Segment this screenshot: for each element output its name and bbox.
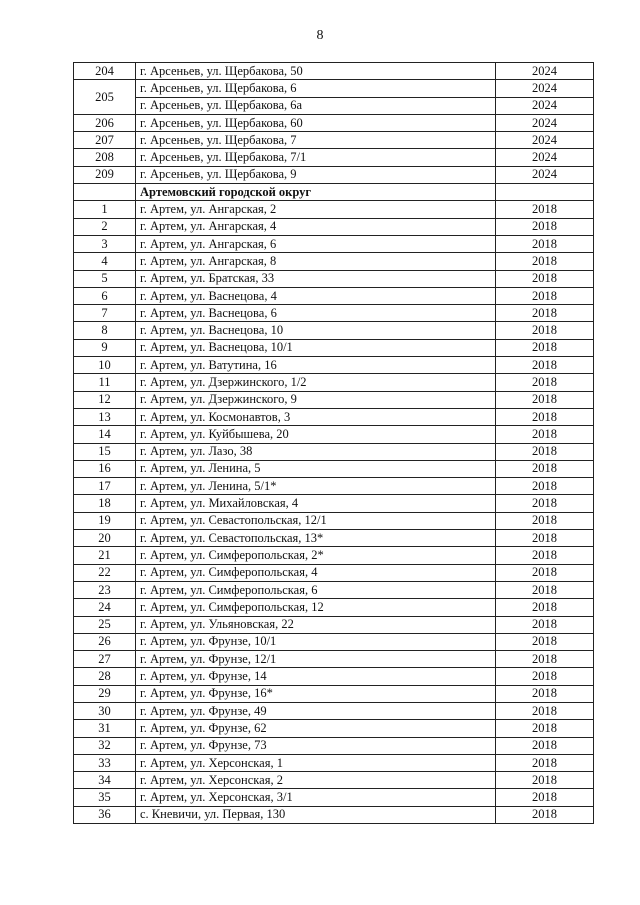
year-cell: 2018: [496, 287, 594, 304]
address-cell: г. Артем, ул. Севастопольская, 13*: [136, 530, 496, 547]
table-row: [74, 478, 594, 495]
table-row: [74, 789, 594, 806]
table-row: [74, 80, 594, 97]
table-row: [74, 201, 594, 218]
row-number-cell: 16: [74, 460, 136, 477]
year-cell: 2018: [496, 339, 594, 356]
row-number-cell: 4: [74, 253, 136, 270]
year-cell: 2018: [496, 547, 594, 564]
table-row: [74, 270, 594, 287]
year-cell: 2018: [496, 391, 594, 408]
address-cell: г. Артем, ул. Фрунзе, 12/1: [136, 651, 496, 668]
address-cell: г. Артем, ул. Севастопольская, 12/1: [136, 512, 496, 529]
row-number-cell: 13: [74, 408, 136, 425]
table-row: [74, 651, 594, 668]
table-row: [74, 668, 594, 685]
table-row: [74, 460, 594, 477]
row-number-cell: 34: [74, 772, 136, 789]
address-cell: г. Артем, ул. Куйбышева, 20: [136, 426, 496, 443]
address-cell: г. Артем, ул. Симферопольская, 12: [136, 599, 496, 616]
address-cell: г. Арсеньев, ул. Щербакова, 50: [136, 63, 496, 80]
row-number-cell: 24: [74, 599, 136, 616]
row-number-cell: 15: [74, 443, 136, 460]
year-cell: 2018: [496, 512, 594, 529]
address-cell: г. Артем, ул. Фрунзе, 16*: [136, 685, 496, 702]
row-number-cell: 209: [74, 166, 136, 183]
year-cell: 2018: [496, 495, 594, 512]
address-cell: г. Артем, ул. Васнецова, 6: [136, 305, 496, 322]
table-row: [74, 218, 594, 235]
table-row: [74, 720, 594, 737]
row-number-cell: 25: [74, 616, 136, 633]
row-number-cell: 33: [74, 754, 136, 771]
address-cell: г. Артем, ул. Симферопольская, 2*: [136, 547, 496, 564]
address-cell: г. Артем, ул. Симферопольская, 6: [136, 581, 496, 598]
address-cell: г. Арсеньев, ул. Щербакова, 60: [136, 114, 496, 131]
table-row: [74, 391, 594, 408]
table-row: [74, 408, 594, 425]
address-cell: г. Артем, ул. Ангарская, 6: [136, 235, 496, 252]
year-cell: 2018: [496, 616, 594, 633]
row-number-cell: 206: [74, 114, 136, 131]
row-number-cell: 28: [74, 668, 136, 685]
table-row: [74, 616, 594, 633]
address-cell: г. Арсеньев, ул. Щербакова, 7/1: [136, 149, 496, 166]
year-cell: 2024: [496, 114, 594, 131]
row-number-cell: 12: [74, 391, 136, 408]
row-number-cell: 31: [74, 720, 136, 737]
table-row: [74, 132, 594, 149]
row-number-cell: 30: [74, 702, 136, 719]
address-cell: г. Артем, ул. Братская, 33: [136, 270, 496, 287]
address-cell: г. Артем, ул. Фрунзе, 62: [136, 720, 496, 737]
year-cell: 2018: [496, 374, 594, 391]
row-number-cell: 207: [74, 132, 136, 149]
section-title-cell: Артемовский городской округ: [136, 184, 496, 201]
table-row: [74, 495, 594, 512]
year-cell: 2018: [496, 754, 594, 771]
year-cell: 2018: [496, 633, 594, 650]
year-cell: 2024: [496, 97, 594, 114]
address-cell: г. Арсеньев, ул. Щербакова, 6: [136, 80, 496, 97]
table-row: [74, 63, 594, 80]
address-cell: г. Артем, ул. Дзержинского, 1/2: [136, 374, 496, 391]
address-cell: г. Артем, ул. Ангарская, 8: [136, 253, 496, 270]
table-row: [74, 599, 594, 616]
address-cell: с. Кневичи, ул. Первая, 130: [136, 806, 496, 823]
table-row: [74, 564, 594, 581]
year-cell: 2018: [496, 201, 594, 218]
row-number-cell: 21: [74, 547, 136, 564]
row-number-cell: 204: [74, 63, 136, 80]
address-cell: г. Артем, ул. Ульяновская, 22: [136, 616, 496, 633]
year-cell: 2018: [496, 685, 594, 702]
row-number-cell: 6: [74, 287, 136, 304]
year-cell: 2018: [496, 357, 594, 374]
table-row: [74, 754, 594, 771]
year-cell: 2018: [496, 720, 594, 737]
table-row: [74, 339, 594, 356]
row-number-cell: 29: [74, 685, 136, 702]
year-cell: 2018: [496, 806, 594, 823]
year-cell: 2018: [496, 737, 594, 754]
row-number-cell: 8: [74, 322, 136, 339]
year-cell: 2018: [496, 772, 594, 789]
address-cell: г. Артем, ул. Ленина, 5/1*: [136, 478, 496, 495]
year-cell: 2024: [496, 80, 594, 97]
year-cell: 2018: [496, 235, 594, 252]
year-cell: 2018: [496, 253, 594, 270]
address-cell: г. Артем, ул. Фрунзе, 49: [136, 702, 496, 719]
year-cell: 2018: [496, 668, 594, 685]
year-cell: 2018: [496, 478, 594, 495]
table-row: [74, 114, 594, 131]
address-cell: г. Артем, ул. Херсонская, 2: [136, 772, 496, 789]
year-cell: 2018: [496, 408, 594, 425]
table-row: [74, 512, 594, 529]
address-cell: г. Артем, ул. Космонавтов, 3: [136, 408, 496, 425]
address-cell: г. Артем, ул. Ангарская, 4: [136, 218, 496, 235]
table-row: [74, 287, 594, 304]
table-row: [74, 581, 594, 598]
row-number-cell: 27: [74, 651, 136, 668]
housing-registry-table: [73, 62, 594, 824]
table-row: [74, 702, 594, 719]
year-cell: 2018: [496, 426, 594, 443]
table-row: [74, 235, 594, 252]
table-row: [74, 426, 594, 443]
year-cell: [496, 184, 594, 201]
year-cell: 2018: [496, 305, 594, 322]
address-cell: г. Артем, ул. Фрунзе, 10/1: [136, 633, 496, 650]
address-cell: г. Артем, ул. Симферопольская, 4: [136, 564, 496, 581]
address-cell: г. Артем, ул. Ангарская, 2: [136, 201, 496, 218]
table-row: [74, 685, 594, 702]
address-cell: г. Арсеньев, ул. Щербакова, 7: [136, 132, 496, 149]
page-number: 8: [316, 28, 324, 43]
row-number-cell: 19: [74, 512, 136, 529]
table-row: [74, 253, 594, 270]
row-number-cell: 36: [74, 806, 136, 823]
row-number-cell: 3: [74, 235, 136, 252]
row-number-cell: 32: [74, 737, 136, 754]
table-row: [74, 737, 594, 754]
row-number-cell: 7: [74, 305, 136, 322]
row-number-cell: [74, 184, 136, 201]
address-cell: г. Артем, ул. Фрунзе, 73: [136, 737, 496, 754]
table-row: [74, 633, 594, 650]
address-cell: г. Артем, ул. Михайловская, 4: [136, 495, 496, 512]
address-cell: г. Артем, ул. Лазо, 38: [136, 443, 496, 460]
year-cell: 2018: [496, 530, 594, 547]
year-cell: 2018: [496, 460, 594, 477]
table-row: [74, 806, 594, 823]
registry-table-body: [74, 63, 594, 824]
table-row: [74, 374, 594, 391]
row-number-cell: 11: [74, 374, 136, 391]
table-row: [74, 97, 594, 114]
address-cell: г. Артем, ул. Васнецова, 10/1: [136, 339, 496, 356]
address-cell: г. Артем, ул. Фрунзе, 14: [136, 668, 496, 685]
address-cell: г. Артем, ул. Васнецова, 4: [136, 287, 496, 304]
table-row: [74, 322, 594, 339]
year-cell: 2024: [496, 63, 594, 80]
year-cell: 2018: [496, 581, 594, 598]
address-cell: г. Арсеньев, ул. Щербакова, 9: [136, 166, 496, 183]
year-cell: 2018: [496, 564, 594, 581]
table-row: [74, 547, 594, 564]
table-row: [74, 305, 594, 322]
address-cell: г. Артем, ул. Ленина, 5: [136, 460, 496, 477]
address-cell: г. Артем, ул. Херсонская, 1: [136, 754, 496, 771]
address-cell: г. Артем, ул. Васнецова, 10: [136, 322, 496, 339]
year-cell: 2018: [496, 651, 594, 668]
table-row: [74, 149, 594, 166]
row-number-cell: 208: [74, 149, 136, 166]
row-number-cell: 1: [74, 201, 136, 218]
address-cell: г. Артем, ул. Ватутина, 16: [136, 357, 496, 374]
row-number-cell: 17: [74, 478, 136, 495]
address-cell: г. Артем, ул. Дзержинского, 9: [136, 391, 496, 408]
row-number-cell: 22: [74, 564, 136, 581]
section-header-row: [74, 184, 594, 201]
row-number-cell: 18: [74, 495, 136, 512]
year-cell: 2024: [496, 166, 594, 183]
year-cell: 2024: [496, 132, 594, 149]
year-cell: 2018: [496, 322, 594, 339]
year-cell: 2024: [496, 149, 594, 166]
row-number-cell: 20: [74, 530, 136, 547]
row-number-cell: 2: [74, 218, 136, 235]
year-cell: 2018: [496, 270, 594, 287]
address-cell: г. Артем, ул. Херсонская, 3/1: [136, 789, 496, 806]
table-row: [74, 357, 594, 374]
row-number-cell: 9: [74, 339, 136, 356]
row-number-cell: 35: [74, 789, 136, 806]
year-cell: 2018: [496, 702, 594, 719]
year-cell: 2018: [496, 789, 594, 806]
table-row: [74, 443, 594, 460]
address-cell: г. Арсеньев, ул. Щербакова, 6а: [136, 97, 496, 114]
table-row: [74, 772, 594, 789]
row-number-cell: 5: [74, 270, 136, 287]
year-cell: 2018: [496, 218, 594, 235]
row-number-cell: 23: [74, 581, 136, 598]
year-cell: 2018: [496, 443, 594, 460]
year-cell: 2018: [496, 599, 594, 616]
row-number-cell: 14: [74, 426, 136, 443]
table-row: [74, 166, 594, 183]
row-number-cell: 10: [74, 357, 136, 374]
table-row: [74, 530, 594, 547]
row-number-cell: 26: [74, 633, 136, 650]
row-number-cell: 205: [74, 80, 136, 115]
